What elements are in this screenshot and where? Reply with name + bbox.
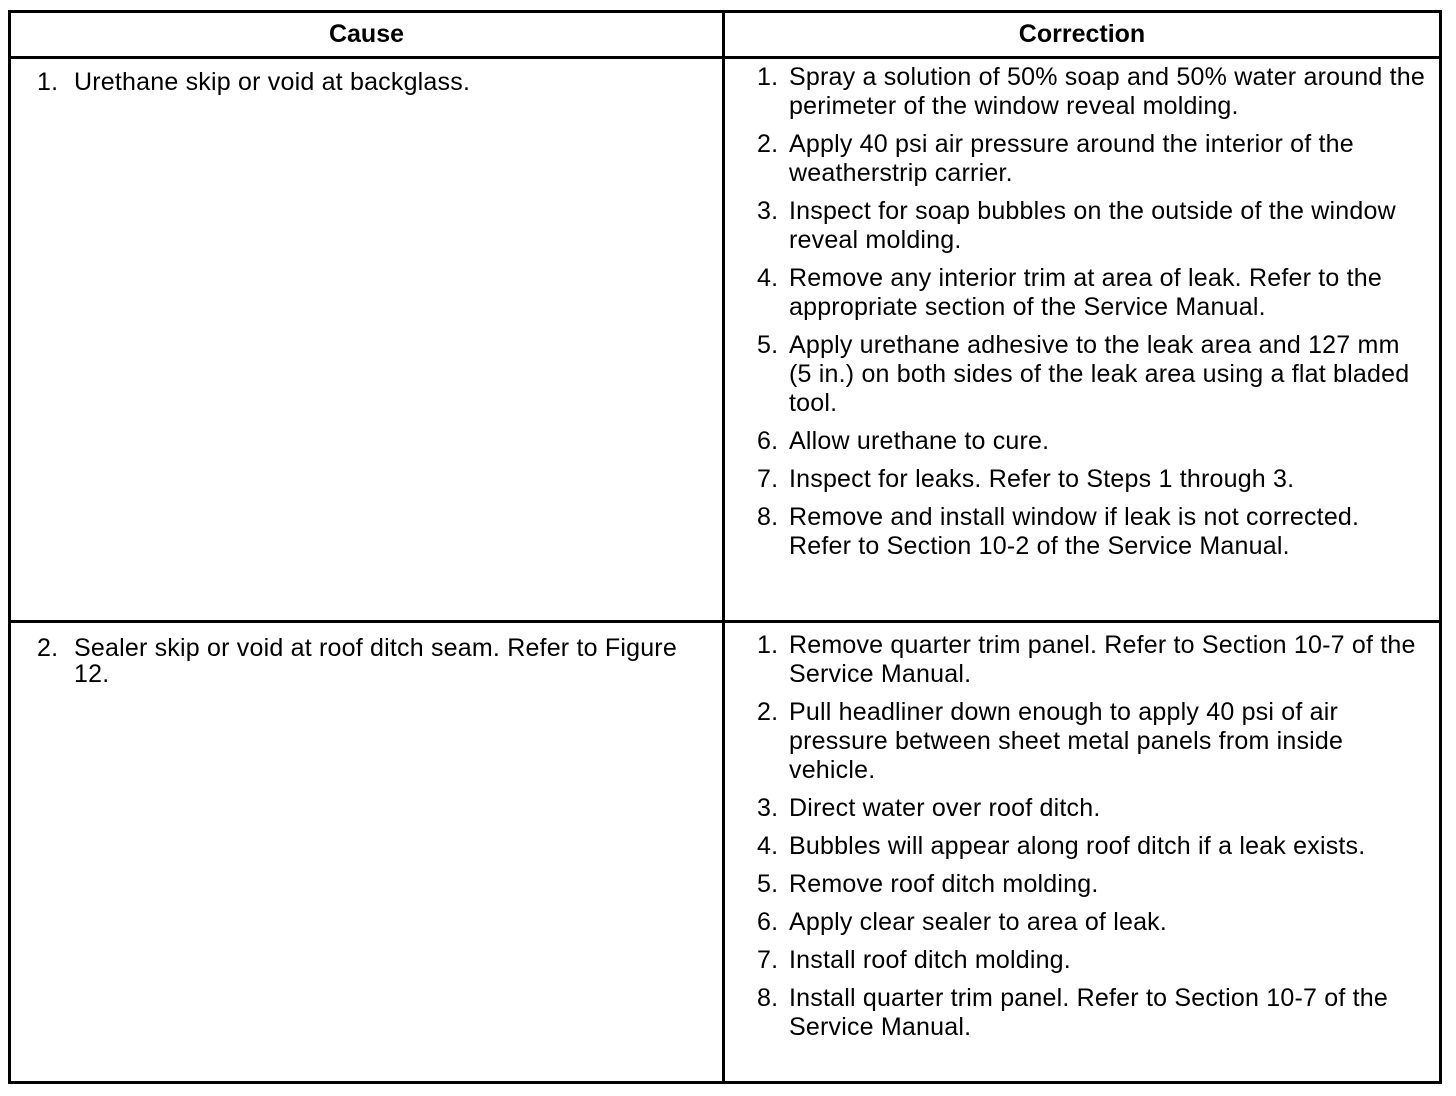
correction-step: [757, 63, 1427, 121]
step-text: Inspect for leaks. Refer to Steps 1 through 3.: [789, 465, 1295, 493]
correction-step: [757, 794, 1427, 823]
correction-step: [757, 984, 1427, 1042]
step-number: 4.: [757, 264, 779, 292]
correction-step: [757, 465, 1427, 494]
step-number: 1.: [757, 63, 779, 91]
step-text: Spray a solution of 50% soap and 50% water around the perimeter of the window reveal molding.: [789, 63, 1426, 120]
correction-steps-2: [725, 623, 1439, 1042]
correction-step: [757, 832, 1427, 861]
step-text: Direct water over roof ditch.: [789, 794, 1101, 822]
correction-step: [757, 908, 1427, 937]
step-number: 7.: [757, 465, 779, 493]
step-number: 4.: [757, 832, 779, 860]
cause-text: Sealer skip or void at roof ditch seam. Refer to Figure 12.: [74, 634, 677, 688]
step-number: 8.: [757, 984, 779, 1012]
step-text: Remove quarter trim panel. Refer to Section 10-7 of the Service Manual.: [789, 631, 1416, 688]
step-text: Bubbles will appear along roof ditch if a leak exists.: [789, 832, 1366, 860]
cause-header: Cause: [328, 20, 405, 48]
correction-step: [757, 698, 1427, 785]
correction-step: [757, 264, 1427, 322]
correction-step: [757, 503, 1427, 561]
cause-text: Urethane skip or void at backglass.: [74, 68, 471, 96]
correction-cell-2: [725, 623, 1439, 1081]
correction-steps-1: [725, 59, 1439, 561]
cause-number: 2.: [37, 634, 59, 662]
step-number: 8.: [757, 503, 779, 531]
cause-item: [37, 635, 692, 687]
step-text: Allow urethane to cure.: [789, 427, 1050, 455]
step-text: Install roof ditch molding.: [789, 946, 1071, 974]
step-text: Apply clear sealer to area of leak.: [789, 908, 1168, 936]
step-text: Install quarter trim panel. Refer to Section 10-7 of the Service Manual.: [789, 984, 1389, 1041]
correction-header: Correction: [1018, 20, 1146, 48]
step-number: 5.: [757, 870, 779, 898]
step-text: Pull headliner down enough to apply 40 psi of air pressure between sheet metal panels from inside vehicle.: [789, 698, 1344, 784]
cause-correction-table: [8, 10, 1442, 1084]
step-number: 1.: [757, 631, 779, 659]
step-number: 3.: [757, 794, 779, 822]
correction-step: [757, 197, 1427, 255]
correction-step: [757, 331, 1427, 418]
correction-step: [757, 427, 1427, 456]
cause-cell-1: [11, 59, 725, 623]
step-number: 5.: [757, 331, 779, 359]
step-text: Apply 40 psi air pressure around the interior of the weatherstrip carrier.: [789, 130, 1354, 187]
cause-cell-2: [11, 623, 725, 1081]
step-number: 2.: [757, 130, 779, 158]
step-number: 6.: [757, 427, 779, 455]
step-text: Remove any interior trim at area of leak. Refer to the appropriate section of the Service Manual.: [789, 264, 1383, 321]
step-number: 2.: [757, 698, 779, 726]
step-number: 3.: [757, 197, 779, 225]
step-number: 6.: [757, 908, 779, 936]
step-text: Inspect for soap bubbles on the outside of the window reveal molding.: [789, 197, 1396, 254]
correction-step: [757, 631, 1427, 689]
step-text: Remove and install window if leak is not corrected. Refer to Section 10-2 of the Service Manual.: [789, 503, 1360, 560]
correction-cell-1: [725, 59, 1439, 623]
step-text: Apply urethane adhesive to the leak area and 127 mm (5 in.) on both sides of the leak area using a flat bladed tool.: [789, 331, 1410, 417]
cause-number: 1.: [37, 68, 59, 96]
cause-header-cell: [11, 13, 725, 59]
correction-step: [757, 130, 1427, 188]
correction-step: [757, 870, 1427, 899]
step-number: 7.: [757, 946, 779, 974]
correction-step: [757, 946, 1427, 975]
step-text: Remove roof ditch molding.: [789, 870, 1099, 898]
correction-header-cell: [725, 13, 1439, 59]
cause-item: [37, 69, 692, 95]
